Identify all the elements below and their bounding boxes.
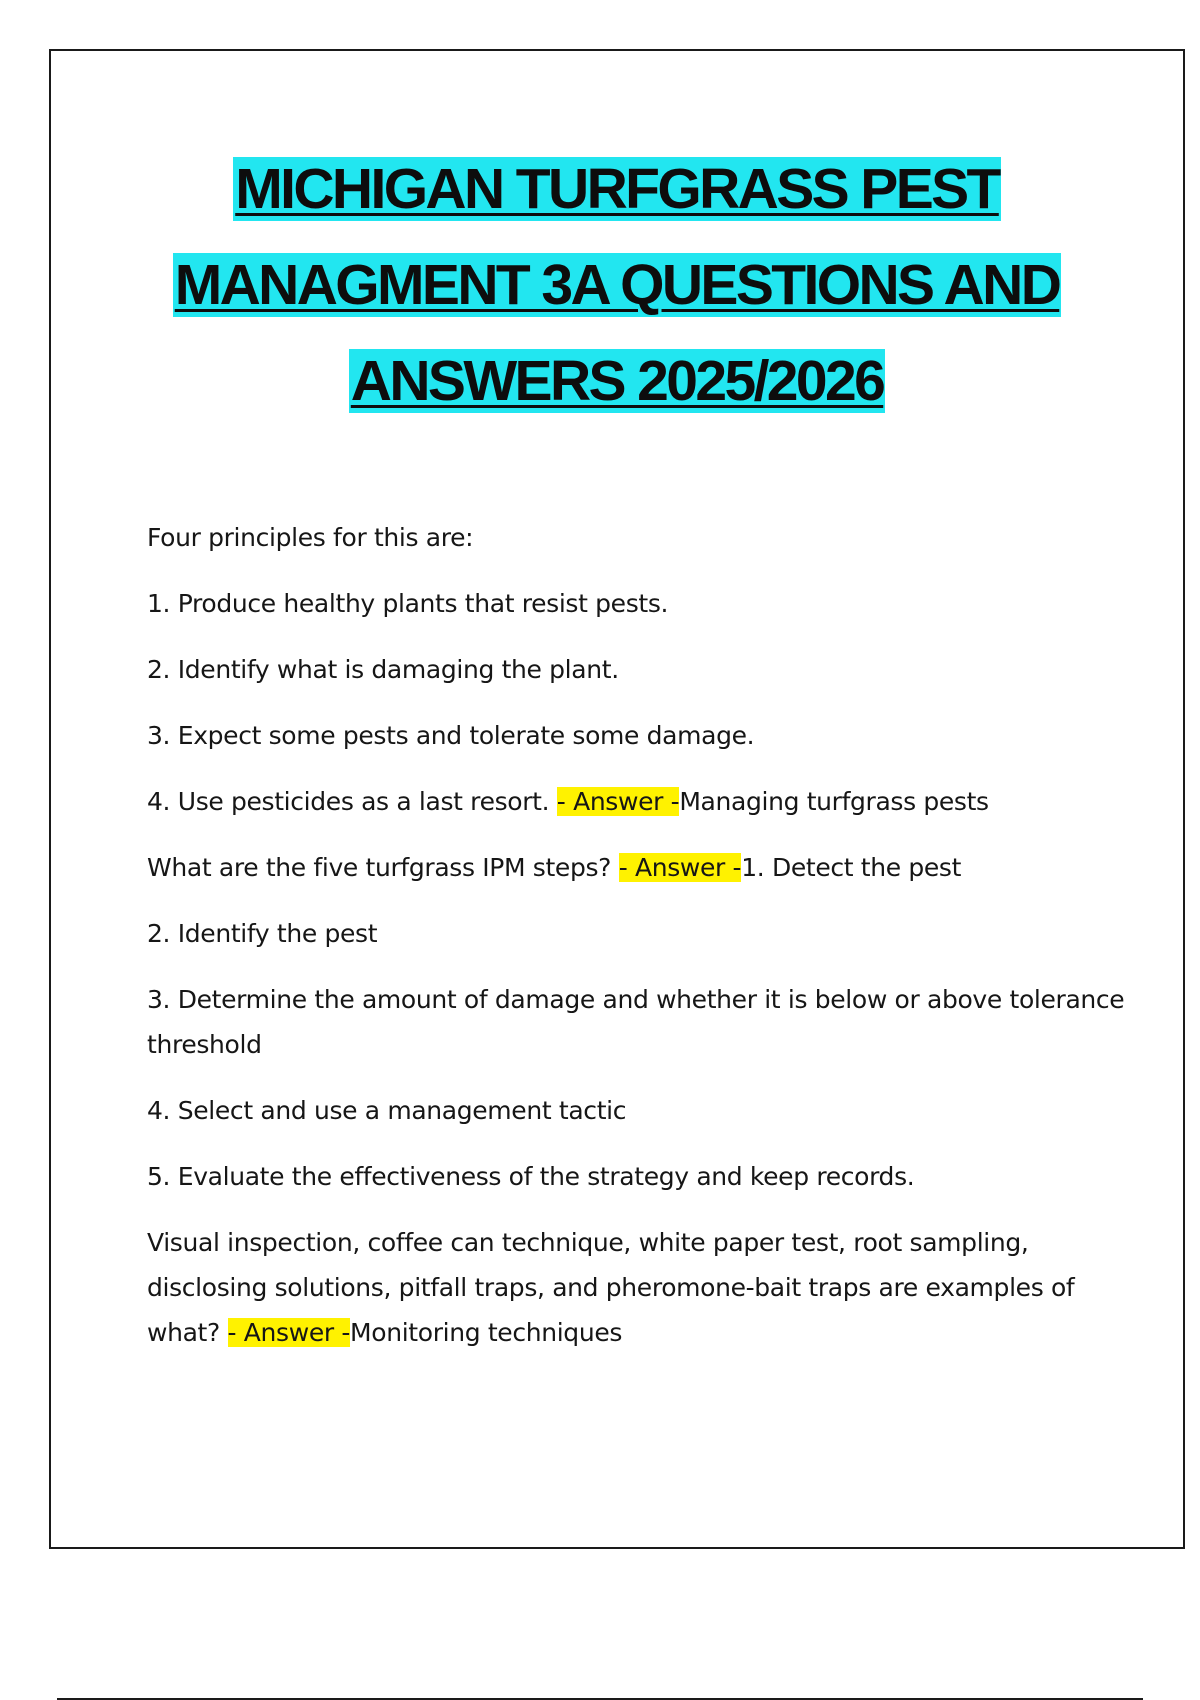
paragraph-principle-1: 1. Produce healthy plants that resist pests. xyxy=(147,589,669,618)
paragraph-principles-intro: Four principles for this are: xyxy=(147,523,474,552)
paragraph-principle-3: 3. Expect some pests and tolerate some damage. xyxy=(147,721,755,750)
question-text: 4. Use pesticides as a last resort. xyxy=(147,787,557,816)
paragraph-ipm-step-5: 5. Evaluate the effectiveness of the strategy and keep records. xyxy=(147,1162,915,1191)
document-title xyxy=(51,141,1183,429)
paragraph-principle-2: 2. Identify what is damaging the plant. xyxy=(147,655,619,684)
page-border xyxy=(49,49,1185,1549)
question-text: Visual inspection, coffee can technique, white paper test, root sampling, disclosing solutions, pitfall traps, and pheromone-bait traps are examples of what? xyxy=(147,1228,1075,1347)
title-line-1 xyxy=(51,141,1183,237)
answer-marker: - Answer - xyxy=(227,1318,351,1347)
answer-text: Monitoring techniques xyxy=(350,1318,623,1347)
paragraph-ipm-step-4: 4. Select and use a management tactic xyxy=(147,1096,627,1125)
title-line-1-text: MICHIGAN TURFGRASS PEST xyxy=(235,157,999,221)
title-line-3-text: ANSWERS 2025/2026 xyxy=(350,349,884,413)
question-text: What are the five turfgrass IPM steps? xyxy=(147,853,619,882)
answer-marker: - Answer - xyxy=(556,787,680,816)
document-body xyxy=(147,515,1137,1376)
paragraph-ipm-steps-question xyxy=(147,845,1137,890)
title-line-3 xyxy=(51,333,1183,429)
paragraph-ipm-step-2: 2. Identify the pest xyxy=(147,919,378,948)
paragraph-principle-4-answer xyxy=(147,779,1137,824)
answer-text: Managing turfgrass pests xyxy=(679,787,989,816)
paragraph-ipm-step-3: 3. Determine the amount of damage and whether it is below or above tolerance threshold xyxy=(147,985,1125,1059)
answer-text: 1. Detect the pest xyxy=(741,853,962,882)
title-line-2 xyxy=(51,237,1183,333)
paragraph-monitoring-question xyxy=(147,1220,1137,1355)
answer-marker: - Answer - xyxy=(618,853,742,882)
title-line-2-text: MANAGMENT 3A QUESTIONS AND xyxy=(174,253,1060,317)
